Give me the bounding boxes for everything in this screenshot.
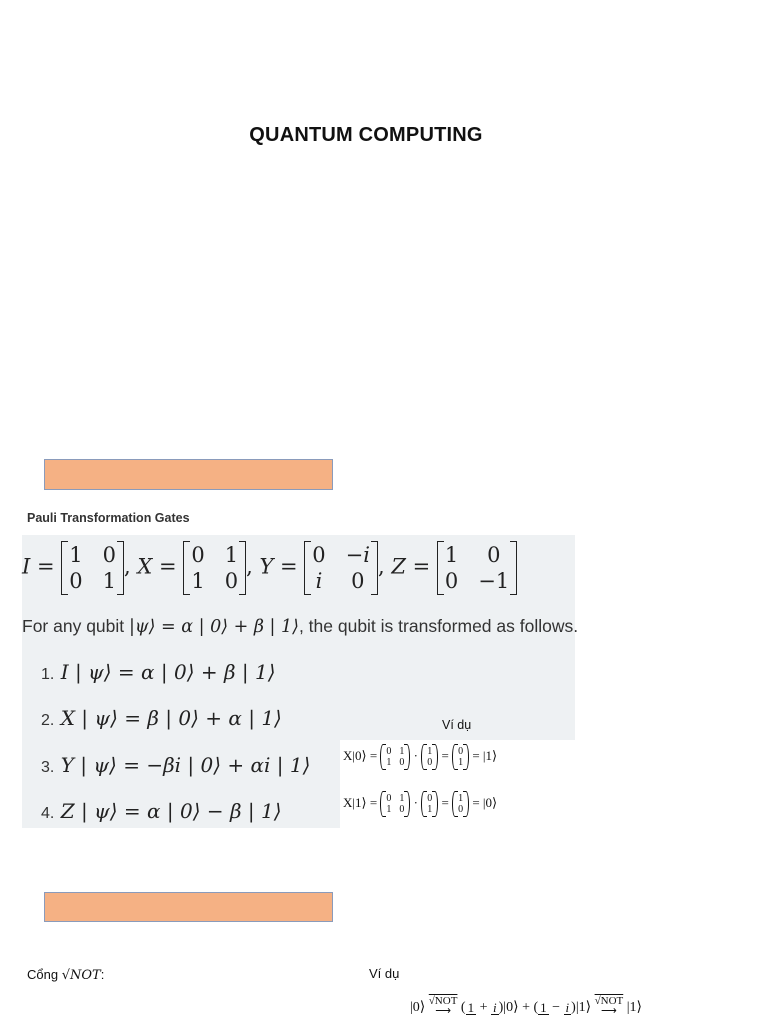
gate-x-matrix: 0 1 1 0	[183, 541, 246, 595]
example-label-pauli: Ví dụ	[442, 718, 472, 732]
transform-item-2: 2. X | ψ⟩ = β | 0⟩ + α | 1⟩	[41, 706, 282, 730]
qubit-sentence: For any qubit |ψ⟩ = α | 0⟩ + β | 1⟩, the qubit is transformed as follows.	[22, 616, 579, 637]
gate-y-name: Y	[259, 554, 274, 579]
gate-y-matrix: 0 −i i 0	[304, 541, 378, 595]
example-x0: X|0⟩ = 0 1 1 0 · 1 0 = 0 1 = |1⟩	[343, 746, 498, 768]
section-label-pauli: Pauli Transformation Gates	[27, 511, 190, 525]
gate-i-name: I	[22, 554, 31, 579]
transform-item-4: 4. Z | ψ⟩ = α | 0⟩ − β | 1⟩	[41, 799, 282, 823]
transform-item-1: 1. I | ψ⟩ = α | 0⟩ + β | 1⟩	[41, 660, 276, 684]
gate-i-matrix: 1 0 0 1	[61, 541, 124, 595]
page-title: QUANTUM COMPUTING	[249, 124, 483, 146]
example-x1: X|1⟩ = 0 1 1 0 · 0 1 = 1 0 = |0⟩	[343, 793, 498, 815]
sqrt-not-label: Cổng √NOT:	[27, 967, 105, 983]
gate-z-matrix: 1 0 0 −1	[437, 541, 517, 595]
sqrt-not-example-equation: |0⟩ √NOT ⟶ ( 1 + i )|0⟩ + ( 1 − i )|1⟩ √NOT ⟶ |1⟩	[410, 995, 643, 1017]
gate-x-name: X	[137, 554, 153, 579]
highlight-bar-bottom	[44, 892, 333, 922]
gate-z-name: Z	[391, 554, 406, 579]
transform-item-3: 3. Y | ψ⟩ = −βi | 0⟩ + αi | 1⟩	[41, 753, 311, 777]
highlight-bar-top	[44, 459, 333, 490]
example-label-sqrt-not: Ví dụ	[369, 966, 400, 981]
pauli-matrices-equation: I = 1 0 0 1 , X = 0 1 1 0 , Y = 0 −i i 0 , Z = 1 0 0 −1	[22, 541, 517, 595]
